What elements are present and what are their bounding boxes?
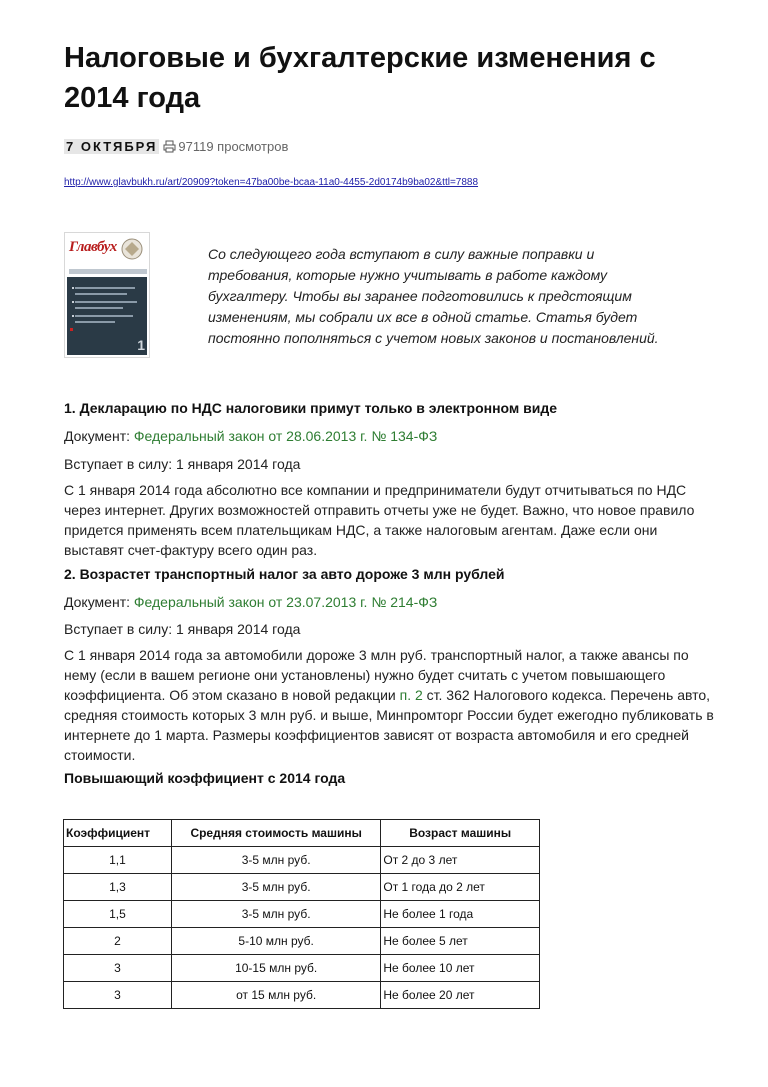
article-meta	[64, 138, 288, 158]
printer-icon[interactable]	[163, 140, 176, 158]
section-2-document	[64, 592, 716, 612]
table-cell: от 15 млн руб.	[171, 982, 380, 1009]
section-1-body: С 1 января 2014 года абсолютно все компании и предприниматели будут отчитываться по НДС через интернет. Других возможностей отправить отчеты уже не будет. Важно, что новое правило придется применять всем плательщикам НДС, а также налоговым агентам. Даже если они выставят счет-фактуру всего один раз.	[64, 482, 695, 558]
document-label: Документ:	[64, 594, 134, 610]
table-cell: От 1 года до 2 лет	[381, 874, 540, 901]
table-row	[64, 847, 540, 874]
table-cell: Не более 20 лет	[381, 982, 540, 1009]
table-cell: Не более 5 лет	[381, 928, 540, 955]
article-date: 7 ОКТЯБРЯ	[66, 139, 158, 154]
section-1-heading: 1. Декларацию по НДС налоговики примут только в электронном виде	[64, 400, 558, 416]
magazine-cover-image	[64, 232, 150, 358]
column-header: Коэффициент	[64, 820, 172, 847]
table-cell: От 2 до 3 лет	[381, 847, 540, 874]
table-cell: 3	[64, 982, 172, 1009]
column-header: Средняя стоимость машины	[171, 820, 380, 847]
table-cell: 1,1	[64, 847, 172, 874]
emblem-icon	[119, 237, 145, 261]
cover-issue-number: 1	[137, 337, 145, 353]
table-cell: 2	[64, 928, 172, 955]
table-cell: Не более 10 лет	[381, 955, 540, 982]
section-2-body: С 1 января 2014 года за автомобили дороже 3 млн руб. транспортный налог, а также авансы по нему (если в вашем регионе они установлены) нужно будет считать с учетом повышающего коэффициента. Об этом сказано в новой редакции п. 2 ст. 362 Налогового кодекса. Перечень авто, средняя стоимость которых 3 млн руб. и выше, Минпромторг России будет ежегодно публиковать в интернете до 1 марта. Размеры коэффициентов зависят от возраста автомобиля и его средней стоимости.	[64, 647, 714, 763]
section-2-law-link[interactable]: Федеральный закон от 23.07.2013 г. № 214-ФЗ	[133, 594, 438, 610]
table-cell: 3-5 млн руб.	[171, 901, 380, 928]
source-url-link[interactable]: http://www.glavbukh.ru/art/20909?token=47ba00be-bcaa-11a0-4455-2d0174b9ba02&ttl=7888	[64, 177, 479, 188]
coefficient-table	[63, 819, 540, 1009]
table-cell: 10-15 млн руб.	[171, 955, 380, 982]
table-cell: Не более 1 года	[381, 901, 540, 928]
table-cell: 3-5 млн руб.	[171, 847, 380, 874]
table-row	[64, 901, 540, 928]
table-row	[64, 955, 540, 982]
view-count: 97119 просмотров	[178, 139, 289, 154]
section-2-effective-date: Вступает в силу: 1 января 2014 года	[64, 621, 301, 637]
tax-code-clause-link[interactable]: п. 2	[399, 687, 423, 703]
section-1-effective-date: Вступает в силу: 1 января 2014 года	[64, 456, 301, 472]
table-cell: 3	[64, 955, 172, 982]
table-cell: 5-10 млн руб.	[171, 928, 380, 955]
article-title: Налоговые и бухгалтерские изменения с 2014 года	[64, 42, 656, 114]
document-label: Документ:	[64, 428, 134, 444]
table-row	[64, 928, 540, 955]
table-cell: 1,3	[64, 874, 172, 901]
article-lead: Со следующего года вступают в силу важные поправки и требования, которые нужно учитывать в работе каждому бухгалтеру. Чтобы вы заранее подготовились к предстоящим изменениям, мы собрали их все в одной статье. Статья будет постоянно пополняться с учетом новых законов и постановлений.	[208, 246, 659, 346]
table-row	[64, 982, 540, 1009]
table-row	[64, 874, 540, 901]
table-title: Повышающий коэффициент с 2014 года	[64, 770, 346, 786]
cover-logo: Главбух	[69, 239, 117, 255]
section-1-document	[64, 426, 716, 446]
table-header-row	[64, 820, 540, 847]
column-header: Возраст машины	[381, 820, 540, 847]
table-cell: 3-5 млн руб.	[171, 874, 380, 901]
table-cell: 1,5	[64, 901, 172, 928]
section-1-law-link[interactable]: Федеральный закон от 28.06.2013 г. № 134-ФЗ	[133, 428, 438, 444]
section-2-heading: 2. Возрастет транспортный налог за авто дороже 3 млн рублей	[64, 566, 505, 582]
